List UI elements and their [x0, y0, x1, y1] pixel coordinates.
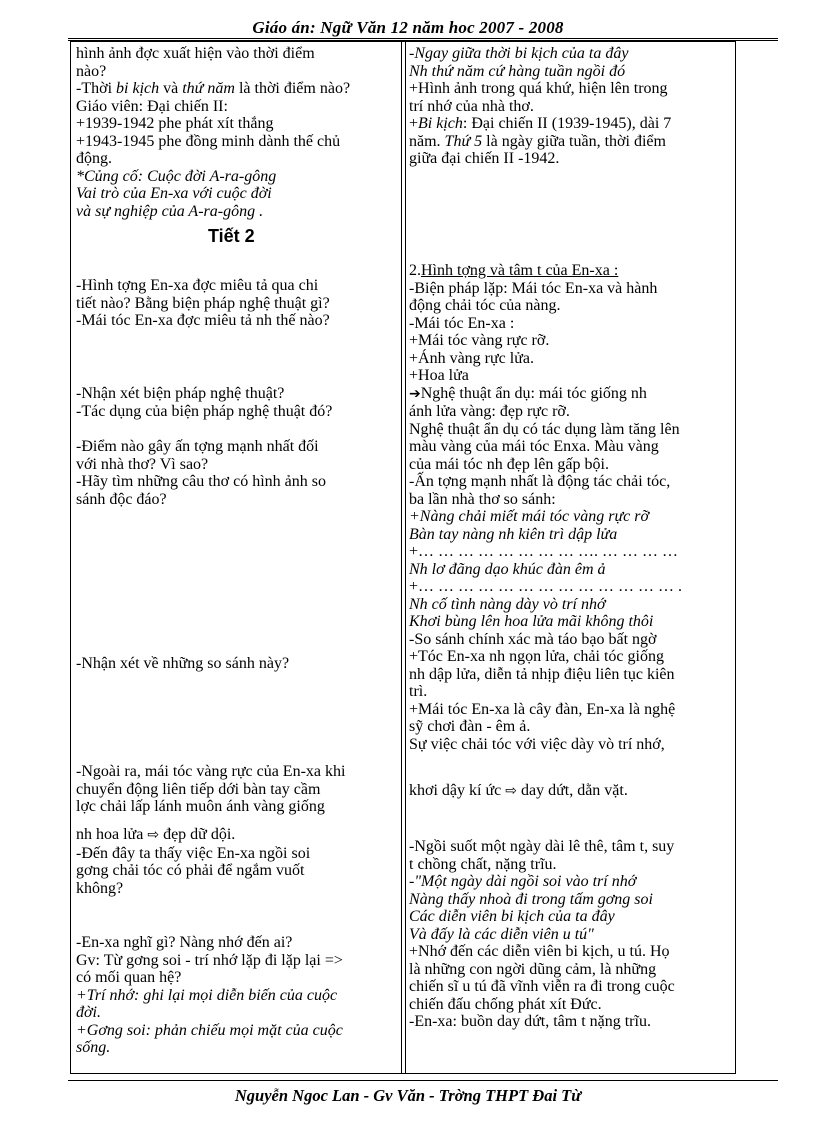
text-line [76, 845, 398, 863]
text-run: trì. [409, 683, 428, 700]
text-run: -Biện pháp lặp: Mái tóc En-xa và hành [409, 279, 658, 297]
text-line [409, 1013, 731, 1031]
text-run: năm. [409, 132, 445, 150]
italic-run: bi kịch [116, 80, 160, 97]
text-line [409, 315, 731, 333]
right-block [409, 838, 731, 1031]
text-run: +Ánh vàng rực lửa. [409, 349, 534, 367]
text-run: sỹ chơi đàn - êm ả. [409, 718, 531, 735]
arrow-icon: ⇨ [147, 827, 160, 843]
text-line [76, 763, 398, 781]
text-line [76, 168, 398, 186]
text-run: và [159, 80, 183, 97]
left-block [76, 934, 398, 1057]
text-run: -Hãy tìm những câu thơ có hình ảnh so [76, 473, 326, 490]
text-run: +Hình ảnh trong quá khứ, hiện lên trong [409, 80, 668, 97]
text-run: đẹp dữ dội. [159, 826, 236, 843]
text-run: -Nhận xét về những so sánh này? [76, 655, 290, 672]
text-line [76, 952, 398, 970]
text-run: tiết nào? Bằng biện pháp nghệ thuật gì? [76, 294, 330, 312]
text-run: Sự việc chải tóc với việc dày vò trí nhớ, [409, 735, 665, 753]
italic-run: Thứ 5 [444, 132, 483, 150]
text-line [409, 926, 731, 944]
text-run: chiến sĩ u tú đã vĩnh viễn ra đi trong cuộc [409, 978, 675, 995]
text-run: là những con ngời dũng cảm, là những [409, 960, 657, 978]
text-run: là ngày giữa tuần, thời điểm [482, 132, 666, 150]
text-line [409, 491, 731, 509]
text-line [76, 438, 398, 456]
text-line [409, 98, 731, 116]
text-line [409, 961, 731, 979]
italic-run: -Ngay giữa thời bi kịch của ta đây [409, 45, 629, 62]
text-line [409, 736, 731, 754]
text-line [76, 781, 398, 799]
text-run: giữa đại chiến II -1942. [409, 150, 560, 167]
text-line [76, 1004, 398, 1022]
text-run: ba lần nhà thơ so sánh: [409, 490, 556, 508]
text-line [76, 277, 398, 295]
text-line [76, 1022, 398, 1040]
text-run: chiến đấu chống phát xít Đức. [409, 995, 602, 1013]
text-run: -Ấn tợng mạnh nhất là động tác chải tóc, [409, 473, 671, 490]
text-line [409, 873, 731, 891]
text-line [76, 456, 398, 474]
text-line [409, 631, 731, 649]
text-line [409, 543, 731, 561]
text-line [76, 826, 398, 845]
text-run: +Nhớ đến các diễn viên bi kịch, u tú. Họ [409, 943, 670, 960]
text-line [76, 798, 398, 816]
right-block [409, 262, 731, 753]
text-line [409, 133, 731, 151]
text-run: -Điểm nào gây ấn tợng mạnh nhất đối [76, 438, 319, 455]
text-line [76, 185, 398, 203]
text-run: khơi dậy kí ức [409, 782, 506, 799]
text-run: +Mái tóc vàng rực rỡ. [409, 332, 550, 349]
column-divider [401, 41, 402, 1074]
italic-run: +Trí nhớ: ghi lại mọi diễn biến của cuộc [76, 986, 338, 1004]
italic-run: Nh cố tình nàng dày vò trí nhớ [409, 595, 606, 613]
text-run: Gv: Từ gơng soi - trí nhớ lặp đi lặp lại => [76, 951, 343, 969]
text-line [409, 280, 731, 298]
italic-run: Các diễn viên bi kịch của ta đây [409, 908, 615, 925]
text-line [409, 701, 731, 719]
text-line [409, 385, 731, 404]
text-line [409, 473, 731, 491]
text-line [409, 856, 731, 874]
left-block [76, 277, 398, 330]
text-line [409, 978, 731, 996]
text-line [409, 526, 731, 544]
italic-run: +Gơng soi: phản chiếu mọi mặt của cuộc [76, 1021, 343, 1039]
text-run: -En-xa: buồn day dứt, tâm t nặng trĩu. [409, 1013, 651, 1030]
text-line [76, 880, 398, 898]
text-line [409, 718, 731, 736]
text-line [409, 782, 731, 801]
text-run: +Mái tóc En-xa là cây đàn, En-xa là nghệ [409, 700, 676, 718]
arrow-icon: ➔ [409, 385, 421, 402]
text-line [409, 150, 731, 168]
text-run: nh dập lửa, diễn tả nhịp điệu liên tục kiên [409, 665, 675, 683]
text-run: Giáo viên: Đại chiến II: [76, 97, 228, 115]
text-line [76, 63, 398, 81]
text-line [76, 862, 398, 880]
text-run: có mối quan hệ? [76, 969, 182, 986]
text-run: Nghệ thuật ẩn dụ có tác dụng làm tăng lên [409, 420, 680, 438]
text-line [76, 203, 398, 221]
text-line [76, 295, 398, 313]
text-run: màu vàng của mái tóc Enxa. Màu vàng [409, 438, 659, 455]
text-line [76, 473, 398, 491]
text-run: 2. [409, 262, 421, 279]
text-line [409, 891, 731, 909]
text-line [409, 996, 731, 1014]
text-run: nh hoa lửa [76, 826, 148, 843]
text-line [409, 613, 731, 631]
text-run: nào? [76, 62, 107, 80]
text-run: +… … … … … … … … …. … … … … [409, 543, 679, 560]
text-line [76, 655, 398, 673]
column-divider-double [405, 41, 406, 1074]
text-run: của mái tóc nh đẹp lên gấp bội. [409, 455, 609, 473]
text-run: trí nhớ của nhà thơ. [409, 97, 534, 115]
text-run: lợc chải lấp lánh muôn ánh vàng giống [76, 798, 325, 815]
text-line [409, 908, 731, 926]
text-line [409, 648, 731, 666]
text-line [76, 934, 398, 952]
italic-run: Bàn tay nàng nh kiên trì dập lửa [409, 525, 618, 543]
right-block [409, 782, 731, 801]
text-line [409, 596, 731, 614]
text-run: với nhà thơ? Vì sao? [76, 455, 209, 473]
text-line [76, 150, 398, 168]
footer-rule [68, 1080, 778, 1081]
underlined-heading: Hình tợng và tâm t của En-xa : [421, 262, 619, 279]
text-line [76, 403, 398, 421]
text-run: +… … … … … … … … … … … … … . [409, 578, 683, 595]
text-line [76, 115, 398, 133]
text-run: -Đến đây ta thấy việc En-xa ngồi soi [76, 844, 311, 862]
text-run: -Mái tóc En-xa đợc miêu tả nh thế nào? [76, 312, 330, 329]
italic-run: sống. [76, 1039, 111, 1056]
italic-run: -"Một ngày dài ngồi soi vào trí nhớ [409, 873, 637, 890]
text-line [409, 508, 731, 526]
page-footer: Nguyễn Ngoc Lan - Gv Văn - Trờng THPT Đai Từ [234, 1086, 582, 1105]
text-line [76, 98, 398, 116]
text-line [76, 312, 398, 330]
text-run: -Ngồi suốt một ngày dài lê thê, tâm t, suy [409, 838, 675, 855]
text-line [409, 45, 731, 63]
text-line [76, 987, 398, 1005]
left-block [76, 655, 398, 673]
text-run: t chồng chất, nặng trĩu. [409, 855, 557, 873]
italic-run: Khơi bùng lên hoa lửa mãi không thôi [409, 613, 654, 630]
text-line [76, 969, 398, 987]
italic-run: Và đấy là các diễn viên u tú" [409, 925, 594, 943]
left-block [76, 826, 398, 897]
text-run: -En-xa nghĩ gì? Nàng nhớ đến ai? [76, 934, 293, 951]
header-rule [68, 38, 778, 39]
text-line [409, 367, 731, 385]
italic-run: *Củng cố: Cuộc đời A-ra-gông [76, 167, 277, 185]
text-run: gơng chải tóc có phải để ngắm vuốt [76, 862, 305, 879]
text-run: day dứt, dằn vặt. [516, 782, 628, 799]
text-run: -Hình tợng En-xa đợc miêu tả qua chi [76, 277, 319, 294]
left-block [76, 385, 398, 420]
text-line [409, 115, 731, 133]
italic-run: Bi kịch [418, 115, 463, 132]
text-run: +Hoa lửa [409, 367, 469, 384]
text-run: -Tác dụng của biện pháp nghệ thuật đó? [76, 402, 333, 420]
text-line [76, 491, 398, 509]
text-run: ánh lửa vàng: đẹp rực rỡ. [409, 403, 570, 420]
left-block [76, 45, 398, 220]
text-line [409, 838, 731, 856]
italic-run: đời. [76, 1004, 101, 1021]
text-run: không? [76, 879, 124, 897]
text-run: -Nhận xét biện pháp nghệ thuật? [76, 385, 285, 402]
italic-run: Nh thứ năm cứ hàng tuần ngồi đó [409, 62, 626, 80]
text-line [76, 1039, 398, 1057]
left-block [76, 438, 398, 508]
text-line [409, 666, 731, 684]
text-run: +Tóc En-xa nh ngọn lửa, chải tóc giống [409, 648, 664, 665]
left-block [76, 763, 398, 816]
text-line [409, 262, 731, 280]
text-line [409, 943, 731, 961]
text-line [76, 80, 398, 98]
text-run: sánh độc đáo? [76, 490, 167, 508]
text-line [409, 403, 731, 421]
text-line [409, 297, 731, 315]
text-line [76, 385, 398, 403]
italic-run: Nàng thấy nhoà đi trong tấm gơng soi [409, 890, 653, 908]
text-run: -So sánh chính xác mà táo bạo bất ngờ [409, 630, 657, 648]
italic-run: và sự nghiệp của A-ra-gông . [76, 202, 264, 220]
text-run: động. [76, 150, 112, 167]
text-line [409, 63, 731, 81]
text-line [409, 683, 731, 701]
text-run: +1943-1945 phe đồng minh dành thế chủ [76, 132, 341, 150]
text-run: chuyển động liên tiếp dới bàn tay cầm [76, 780, 321, 798]
text-line [409, 561, 731, 579]
text-run: +1939-1942 phe phát xít thắng [76, 115, 274, 132]
text-line [76, 133, 398, 151]
text-line [76, 45, 398, 63]
text-line [409, 578, 731, 596]
text-run: : Đại chiến II (1939-1945), dài 7 [462, 115, 672, 132]
text-line [409, 421, 731, 439]
arrow-icon: ⇨ [505, 783, 517, 799]
text-run: là thời điểm nào? [234, 80, 351, 97]
text-run: -Mái tóc En-xa : [409, 314, 515, 332]
lesson-period-heading: Tiết 2 [208, 226, 255, 246]
text-line [409, 332, 731, 350]
text-run: + [409, 115, 419, 132]
text-run: -Thời [76, 80, 117, 97]
italic-run: +Nàng chải miết mái tóc vàng rực rỡ [409, 508, 650, 525]
page-header: Giáo án: Ngữ Văn 12 năm hoc 2007 - 2008 [252, 18, 564, 37]
text-line [409, 438, 731, 456]
text-line [409, 350, 731, 368]
text-line [409, 456, 731, 474]
right-block [409, 45, 731, 168]
text-run: Nghệ thuật ẩn dụ: mái tóc giống nh [420, 384, 647, 402]
italic-run: Nh lơ đãng dạo khúc đàn êm ả [409, 560, 606, 578]
text-run: -Ngoài ra, mái tóc vàng rực của En-xa khi [76, 763, 346, 780]
text-run: hình ảnh đợc xuất hiện vào thời điểm [76, 45, 315, 62]
italic-run: thứ năm [182, 80, 235, 97]
left-block [76, 228, 398, 246]
text-line [409, 80, 731, 98]
text-run: động chải tóc của nàng. [409, 297, 561, 314]
italic-run: Vai trò của En-xa với cuộc đời [76, 185, 272, 202]
